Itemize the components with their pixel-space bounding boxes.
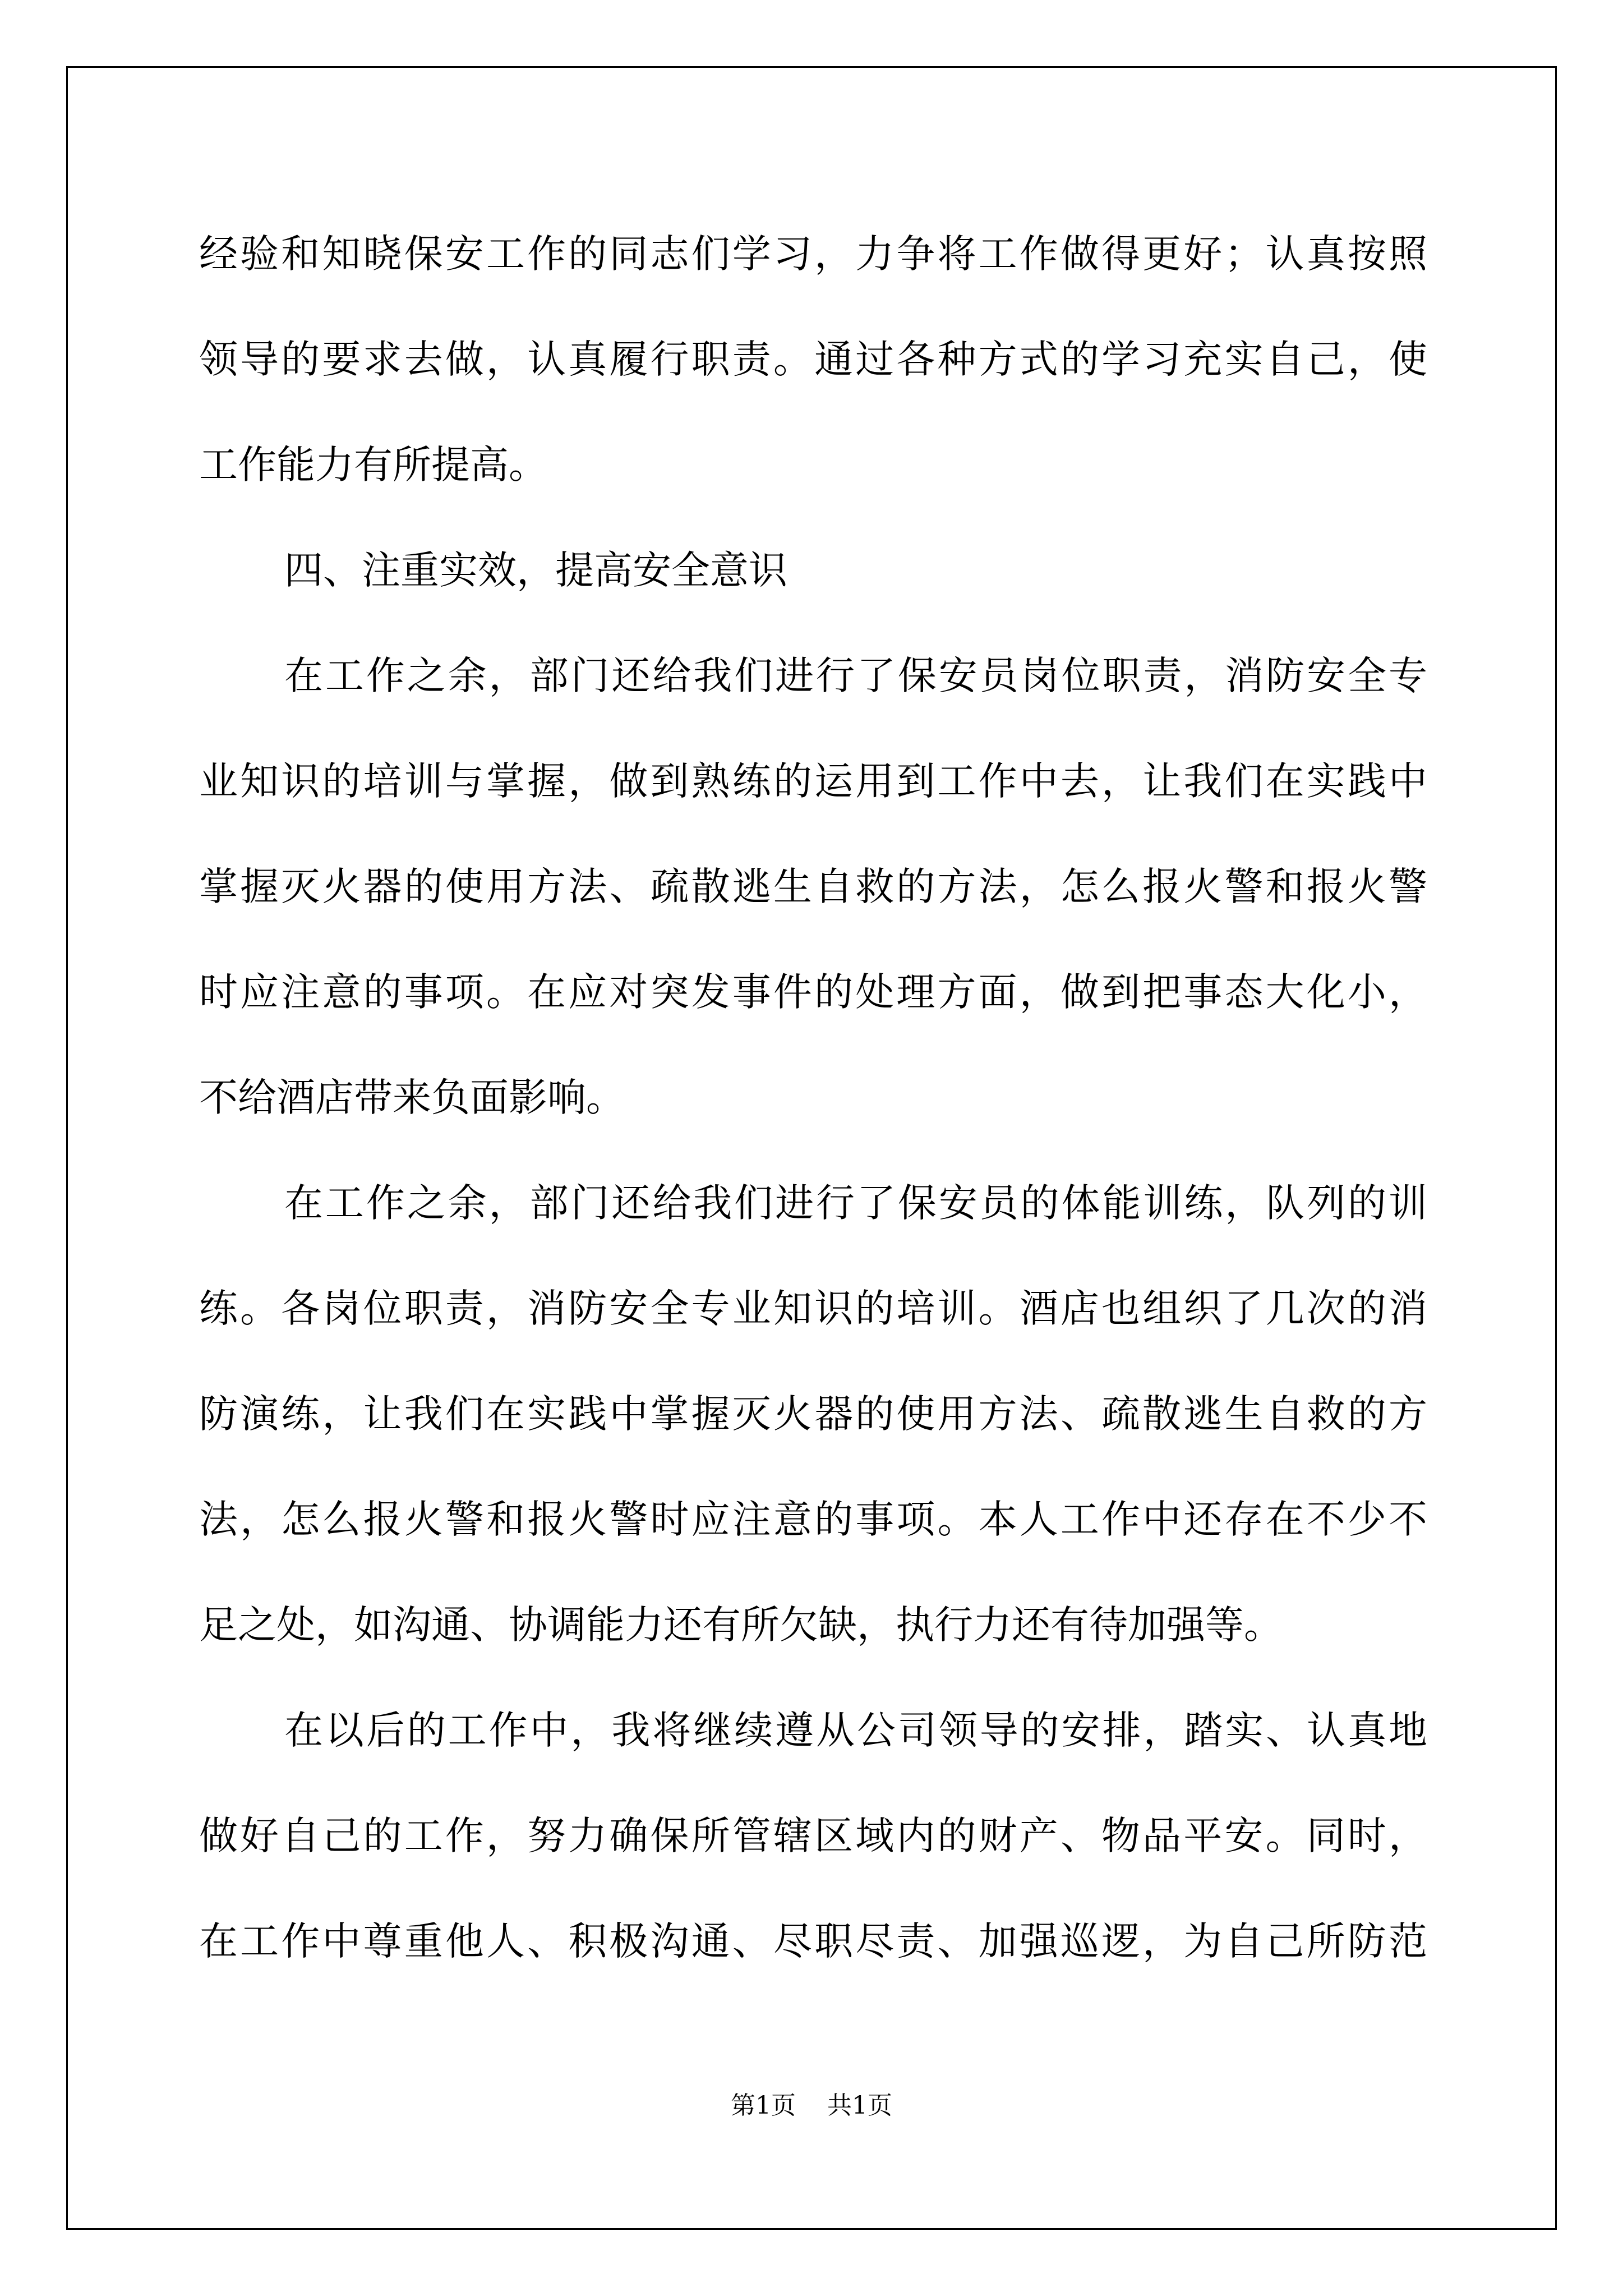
text-line: 经验和知晓保安工作的同志们学习，力争将工作做得更好；认真按照 — [199, 232, 1427, 277]
text-line: 在工作中尊重他人、积极沟通、尽职尽责、加强巡逻，为自己所防范 — [199, 1919, 1427, 1964]
text-line: 在工作之余，部门还给我们进行了保安员的体能训练，队列的训 — [284, 1181, 1427, 1226]
text-line: 掌握灭火器的使用方法、疏散逃生自救的方法，怎么报火警和报火警 — [199, 864, 1427, 909]
text-line: 领导的要求去做，认真履行职责。通过各种方式的学习充实自己，使 — [199, 337, 1427, 382]
page-number-total: 共1页 — [827, 2091, 892, 2120]
section-heading: 四、注重实效，提高安全意识 — [284, 548, 787, 593]
text-line: 工作能力有所提高。 — [199, 443, 547, 487]
text-line: 不给酒店带来负面影响。 — [199, 1075, 625, 1120]
text-line: 做好自己的工作，努力确保所管辖区域内的财产、物品平安。同时， — [199, 1814, 1427, 1858]
text-line: 足之处，如沟通、协调能力还有所欠缺，执行力还有待加强等。 — [199, 1603, 1283, 1648]
document-body — [199, 201, 1427, 1994]
page-number-current: 第1页 — [731, 2091, 796, 2120]
text-line: 业知识的培训与掌握，做到熟练的运用到工作中去，让我们在实践中 — [199, 759, 1427, 804]
text-line: 防演练，让我们在实践中掌握灭火器的使用方法、疏散逃生自救的方 — [199, 1392, 1427, 1437]
page-footer — [0, 2089, 1623, 2123]
text-line: 在工作之余，部门还给我们进行了保安员岗位职责，消防安全专 — [284, 654, 1427, 698]
text-line: 法，怎么报火警和报火警时应注意的事项。本人工作中还存在不少不 — [199, 1497, 1427, 1542]
text-line: 在以后的工作中，我将继续遵从公司领导的安排，踏实、认真地 — [284, 1708, 1427, 1753]
text-line: 时应注意的事项。在应对突发事件的处理方面，做到把事态大化小， — [199, 970, 1427, 1015]
text-line: 练。各岗位职责，消防安全专业知识的培训。酒店也组织了几次的消 — [199, 1286, 1427, 1331]
